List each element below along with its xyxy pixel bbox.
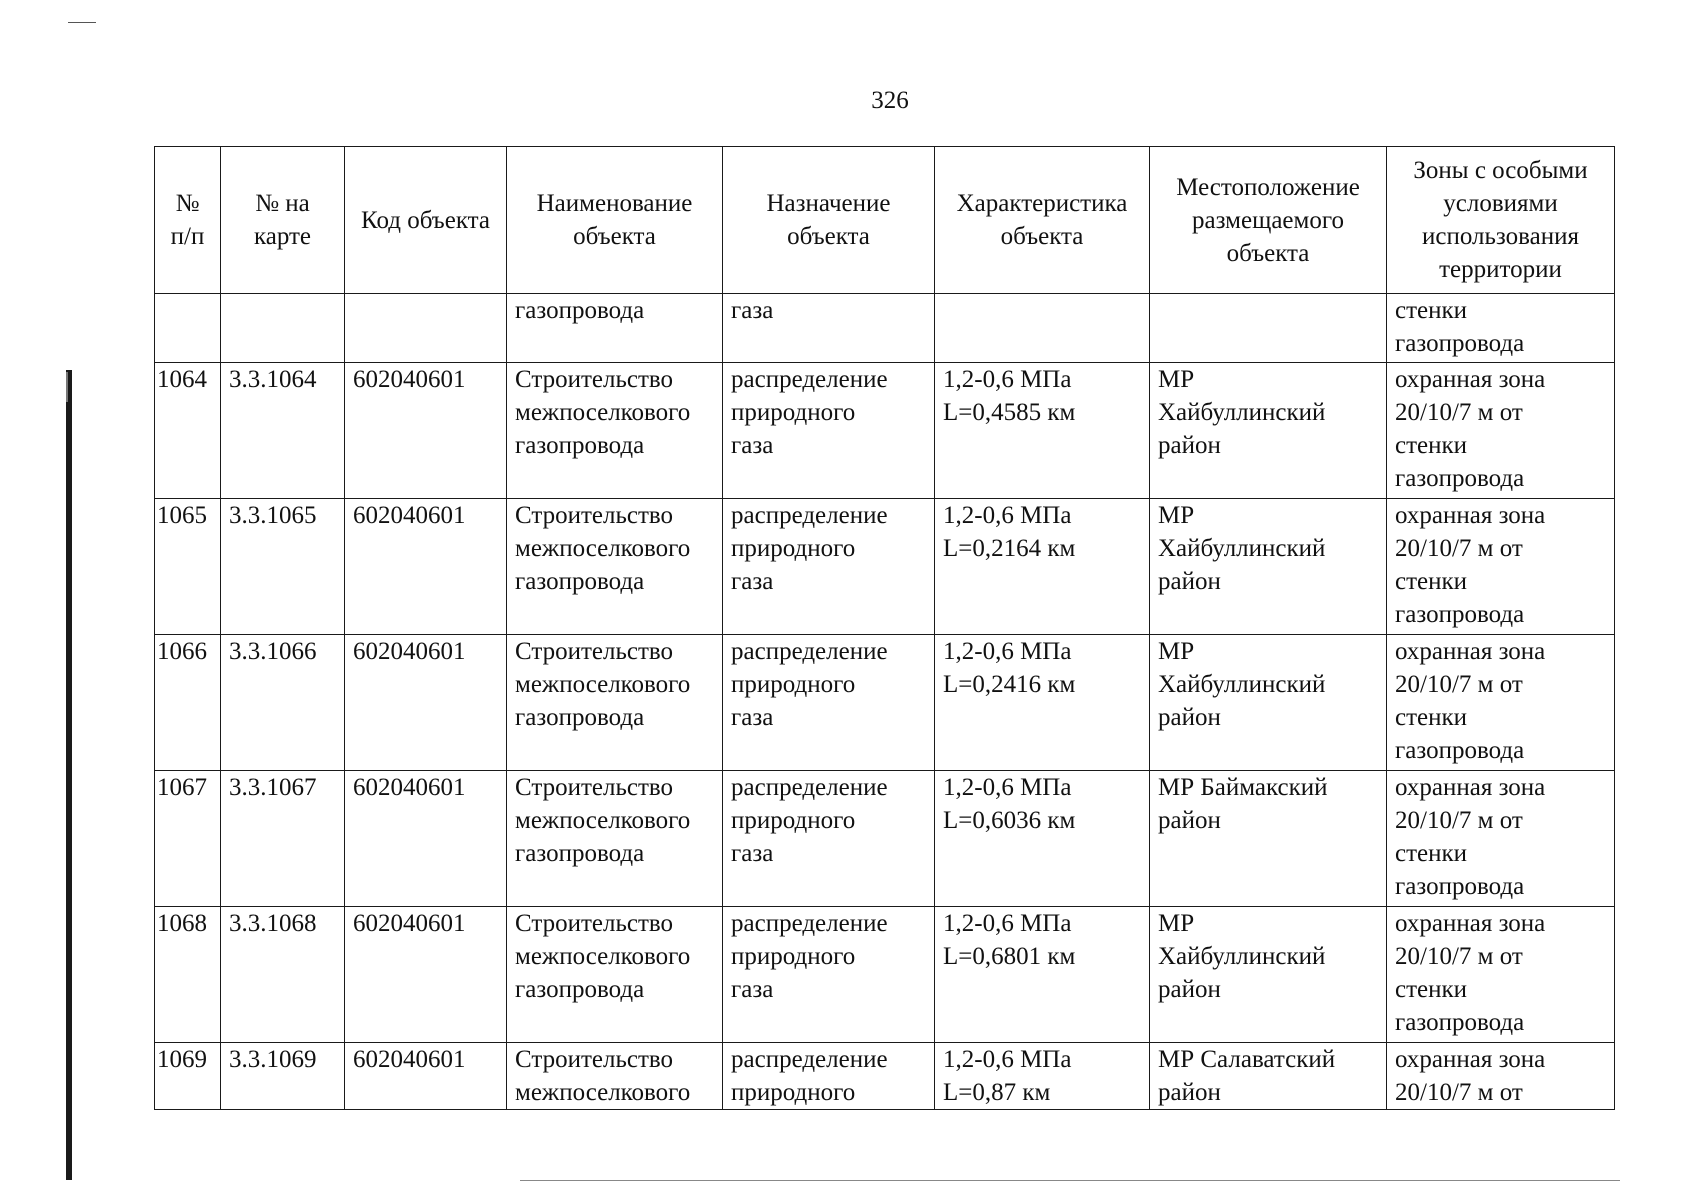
- cell-map-no: 3.3.1068: [221, 907, 345, 1043]
- cell-zones: стенки газопровода: [1387, 294, 1615, 363]
- cell-map-no: 3.3.1069: [221, 1043, 345, 1110]
- cell-characteristic: 1,2-0,6 МПа L=0,2416 км: [935, 635, 1150, 771]
- cell-location: МР Хайбуллинский район: [1150, 499, 1387, 635]
- cell-no: 1067: [155, 771, 221, 907]
- cell-zones: охранная зона 20/10/7 м от стенки газопровода: [1387, 907, 1615, 1043]
- page-number: 326: [871, 87, 909, 114]
- cell-characteristic: 1,2-0,6 МПа L=0,4585 км: [935, 363, 1150, 499]
- cell-no: 1065: [155, 499, 221, 635]
- cell-no: 1064: [155, 363, 221, 499]
- cell-name: Строительство межпоселкового газопровода: [507, 635, 723, 771]
- header-location: Местоположение размещаемого объекта: [1150, 147, 1387, 294]
- cell-location: МР Салаватский район: [1150, 1043, 1387, 1110]
- table-row-continuation: [155, 294, 1615, 363]
- cell-map-no: 3.3.1065: [221, 499, 345, 635]
- header-no: № п/п: [155, 147, 221, 294]
- cell-purpose: распределение природного газа: [723, 363, 935, 499]
- cell-purpose: распределение природного газа: [723, 907, 935, 1043]
- header-purpose: Назначение объекта: [723, 147, 935, 294]
- cell-location: МР Хайбуллинский район: [1150, 363, 1387, 499]
- cell-code: 602040601: [345, 363, 507, 499]
- header-characteristic: Характеристика объекта: [935, 147, 1150, 294]
- cell-code: 602040601: [345, 499, 507, 635]
- cell-zones: охранная зона 20/10/7 м от стенки газопровода: [1387, 771, 1615, 907]
- cell-map-no: 3.3.1067: [221, 771, 345, 907]
- cell-map-no: 3.3.1066: [221, 635, 345, 771]
- cell-purpose: распределение природного: [723, 1043, 935, 1110]
- cell-no: [155, 294, 221, 363]
- header-zones: Зоны с особыми условиями использования территории: [1387, 147, 1615, 294]
- cell-code: 602040601: [345, 1043, 507, 1110]
- table-row: [155, 771, 1615, 907]
- table-row: [155, 499, 1615, 635]
- cell-characteristic: 1,2-0,6 МПа L=0,2164 км: [935, 499, 1150, 635]
- scan-artifact-left-tick: [66, 372, 68, 402]
- cell-zones: охранная зона 20/10/7 м от стенки газопровода: [1387, 635, 1615, 771]
- cell-zones: охранная зона 20/10/7 м от стенки газопровода: [1387, 363, 1615, 499]
- cell-no: 1068: [155, 907, 221, 1043]
- table-header-row: [155, 147, 1615, 294]
- cell-purpose: распределение природного газа: [723, 771, 935, 907]
- cell-name: Строительство межпоселкового газопровода: [507, 363, 723, 499]
- cell-location: МР Баймакский район: [1150, 771, 1387, 907]
- cell-location: МР Хайбуллинский район: [1150, 635, 1387, 771]
- header-code: Код объекта: [345, 147, 507, 294]
- cell-zones: охранная зона 20/10/7 м от: [1387, 1043, 1615, 1110]
- cell-code: 602040601: [345, 907, 507, 1043]
- cell-location: МР Хайбуллинский район: [1150, 907, 1387, 1043]
- scan-artifact-left-bar: [66, 370, 72, 1180]
- cell-characteristic: 1,2-0,6 МПа L=0,87 км: [935, 1043, 1150, 1110]
- cell-purpose: распределение природного газа: [723, 499, 935, 635]
- cell-name: Строительство межпоселкового газопровода: [507, 499, 723, 635]
- table-row: [155, 363, 1615, 499]
- cell-characteristic: 1,2-0,6 МПа L=0,6036 км: [935, 771, 1150, 907]
- cell-location: [1150, 294, 1387, 363]
- scan-artifact-top: [68, 22, 96, 23]
- header-name: Наименование объекта: [507, 147, 723, 294]
- table-row: [155, 1043, 1615, 1110]
- cell-characteristic: 1,2-0,6 МПа L=0,6801 км: [935, 907, 1150, 1043]
- cell-no: 1069: [155, 1043, 221, 1110]
- cell-map-no: [221, 294, 345, 363]
- cell-no: 1066: [155, 635, 221, 771]
- cell-zones: охранная зона 20/10/7 м от стенки газопровода: [1387, 499, 1615, 635]
- cell-code: 602040601: [345, 635, 507, 771]
- cell-name: Строительство межпоселкового: [507, 1043, 723, 1110]
- scan-artifact-bottom-line: [520, 1180, 1620, 1181]
- cell-purpose: распределение природного газа: [723, 635, 935, 771]
- cell-name: Строительство межпоселкового газопровода: [507, 907, 723, 1043]
- header-map-no: № на карте: [221, 147, 345, 294]
- cell-name: газопровода: [507, 294, 723, 363]
- cell-purpose: газа: [723, 294, 935, 363]
- cell-characteristic: [935, 294, 1150, 363]
- cell-name: Строительство межпоселкового газопровода: [507, 771, 723, 907]
- cell-code: [345, 294, 507, 363]
- cell-map-no: 3.3.1064: [221, 363, 345, 499]
- objects-table: [154, 146, 1615, 1110]
- table-row: [155, 907, 1615, 1043]
- table-row: [155, 635, 1615, 771]
- cell-code: 602040601: [345, 771, 507, 907]
